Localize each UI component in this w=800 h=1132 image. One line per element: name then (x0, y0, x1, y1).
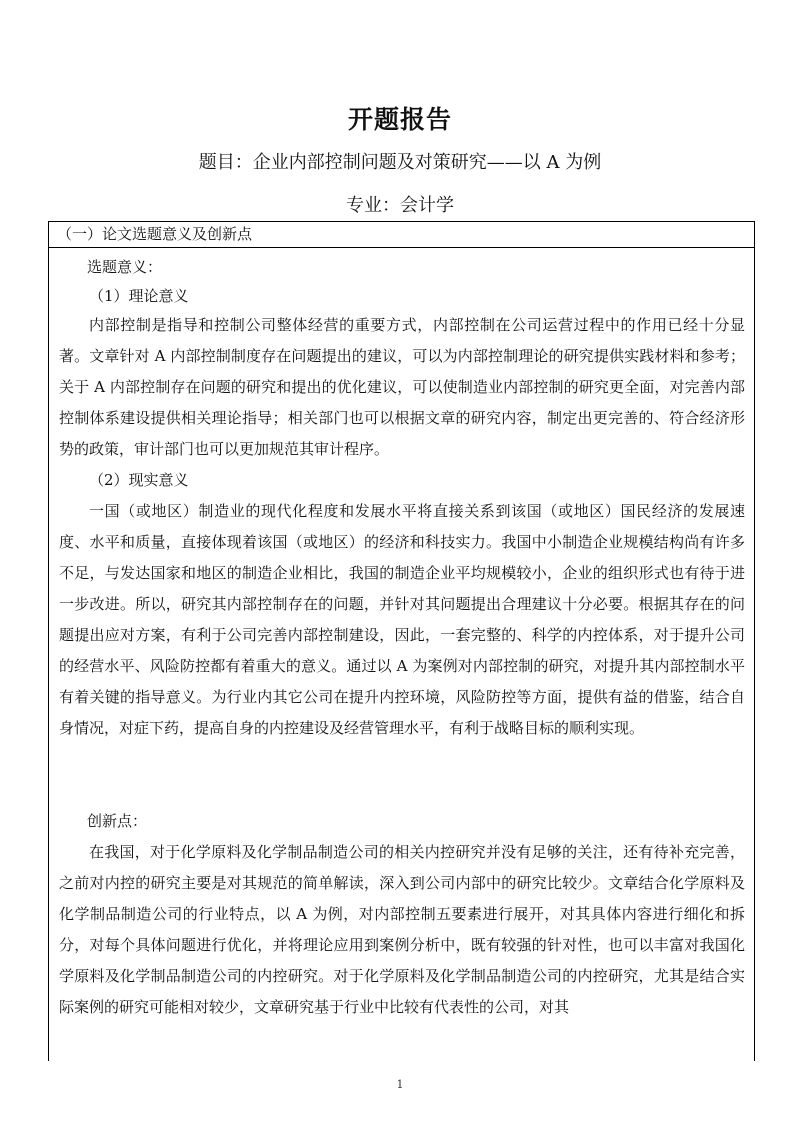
section-body (49, 248, 754, 1023)
practice-heading: （2）现实意义 (89, 471, 189, 489)
innovation-label: 创新点： (87, 812, 148, 830)
significance-label: 选题意义： (87, 258, 163, 276)
page-title: 开题报告 (347, 105, 452, 134)
page-number: 1 (396, 1078, 404, 1091)
theory-heading: （1）理论意义 (89, 287, 189, 305)
blank-spacer (59, 744, 745, 806)
report-subtitle: 题目：企业内部控制问题及对策研究——以 A 为例 (198, 152, 602, 173)
practice-paragraph: 一国（或地区）制造业的现代化程度和发展水平将直接关系到该国（或地区）国民经济的发展速度、水平和质量，直接体现着该国（或地区）的经济和科技实力。我国中小制造企业规模结构尚有许多不足，与发达国家和地区的制造企业相比，我国的制造企业平均规模较小，企业的组织形式也有待于进一步改进。所以，研究其内部控制存在的问题，并针对其问题提出合理建议十分必要。根据其存在的问题提出应对方案，有利于公司完善内部控制建设，因此，一套完整的、科学的内控体系，对于提升公司的经营水平、风险防控都有着重大的意义。通过以 A 为案例对内部控制的研究，对提升其内部控制水平有着关键的指导意义。为行业内其它公司在提升内控环境，风险防控等方面，提供有益的借鉴，结合自身情况，对症下药，提高自身的内控建设及经营管理水平，有利于战略目标的顺利实现。 (59, 502, 745, 737)
theory-paragraph: 内部控制是指导和控制公司整体经营的重要方式，内部控制在公司运营过程中的作用已经十分显著。文章针对 A 内部控制制度存在问题提出的建议，可以为内部控制理论的研究提供实践材料和参考；关于 A 内部控制存在问题的研究和提出的优化建议，可以使制造业内部控制的研究更全面，对完善内部控制体系建设提供相关理论指导；相关部门也可以根据文章的研究内容，制定出更完善的、符合经济形势的政策，审计部门也可以更加规范其审计程序。 (59, 316, 745, 458)
innovation-paragraph: 在我国，对于化学原料及化学制品制造公司的相关内控研究并没有足够的关注，还有待补充完善，之前对内控的研究主要是对其规范的简单解读，深入到公司内部中的研究比较少。文章结合化学原料及化学制品制造公司的行业特点，以 A 为例，对内部控制五要素进行展开，对其具体内容进行细化和拆分，对每个具体问题进行优化，并将理论应用到案例分析中，既有较强的针对性，也可以丰富对我国化学原料及化学制品制造公司的内控研究。对于化学原料及化学制品制造公司的内控研究，尤其是结合实际案例的研究可能相对较少，文章研究基于行业中比较有代表性的公司，对其 (59, 843, 745, 1016)
content-table (48, 221, 755, 1061)
section-heading: （一）论文选题意义及创新点 (49, 222, 754, 248)
major-label: 专业：会计学 (346, 195, 454, 216)
